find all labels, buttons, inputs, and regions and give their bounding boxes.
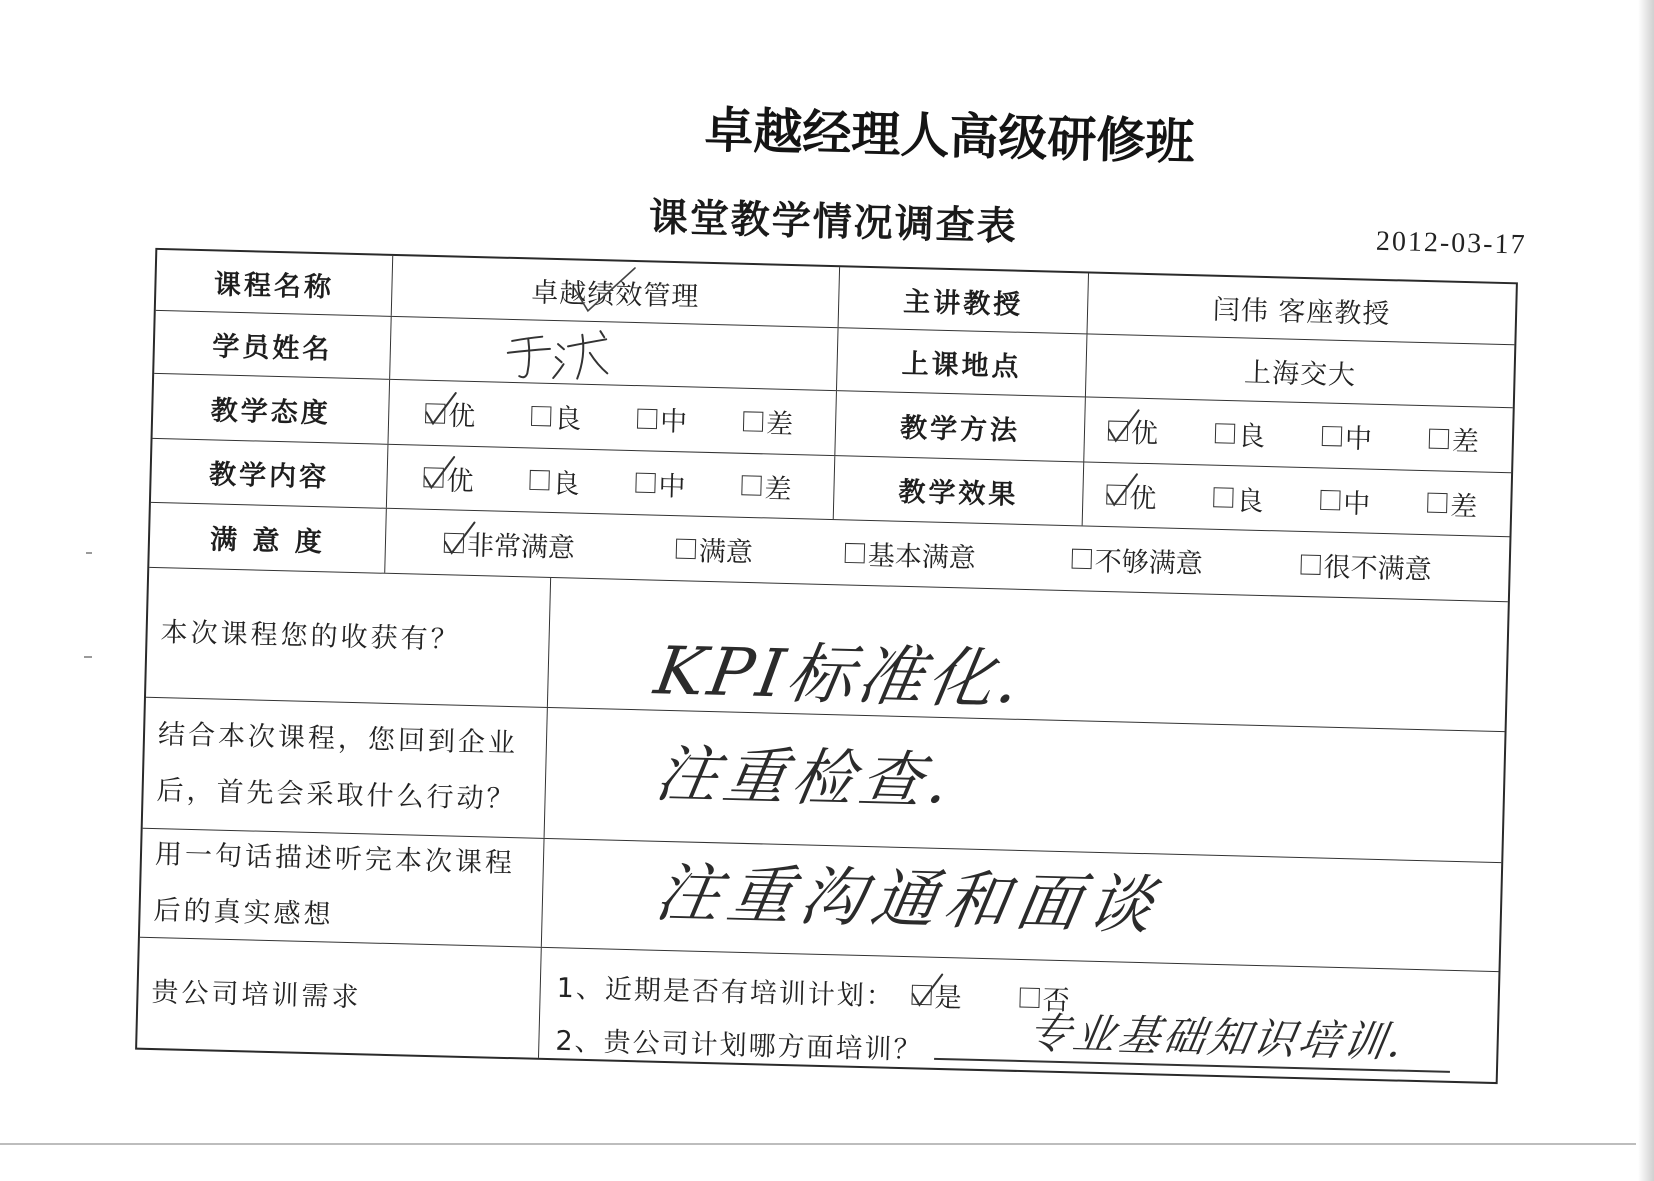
checkbox [743, 411, 763, 431]
checkbox [911, 984, 931, 1004]
scan-right-edge [1638, 0, 1654, 1181]
course-value-cell [392, 256, 840, 327]
form-date: 2012-03-17 [1375, 225, 1527, 261]
content-options-cell [387, 445, 835, 519]
checkbox [1106, 485, 1126, 505]
handwritten-answer-training-area: 专业基础知识培训. [1024, 1008, 1409, 1067]
option-label: 非常满意 [466, 530, 576, 565]
option-label: 很不满意 [1323, 552, 1433, 586]
satisfaction-option [844, 533, 976, 575]
answer-cell [545, 708, 1505, 862]
professor-label-cell [839, 267, 1089, 333]
course-name-label: 课程名称 [213, 268, 335, 303]
satisfaction-label-cell [149, 503, 387, 573]
option-label: 优 [1128, 482, 1157, 515]
rating-option [529, 460, 580, 500]
student-name-label: 学员姓名 [211, 330, 333, 365]
option-label: 中 [1344, 423, 1373, 456]
rating-label-content: 教学内容 [208, 459, 330, 494]
checkmark-icon [909, 971, 944, 1008]
option-label: 基本满意 [867, 540, 977, 575]
training-plan-question: 1、近期是否有培训计划： [556, 972, 896, 1013]
professor-value-cell [1087, 274, 1515, 345]
attitude-label-cell [153, 374, 391, 444]
checkmark-icon [442, 519, 477, 556]
checkbox [1320, 490, 1340, 510]
question-action: 结合本次课程，您回到企业后，首先会采取什么行动？ [156, 719, 519, 816]
checkbox [676, 538, 696, 558]
professor-value: 闫伟 客座教授 [1212, 294, 1391, 330]
course-label-cell [156, 250, 393, 316]
option-label: 否 [1042, 985, 1070, 1017]
handwritten-answer-gains: KPI标准化. [649, 632, 1030, 719]
checkbox [1300, 554, 1320, 574]
option-label: 中 [1342, 488, 1371, 520]
content-label-cell [151, 439, 389, 508]
scan-bottom-edge [0, 1143, 1636, 1145]
checkbox [635, 473, 655, 493]
student-value-cell [390, 317, 838, 390]
question-cell [137, 938, 542, 1058]
student-label-cell [154, 311, 391, 379]
checkbox [531, 405, 551, 425]
option-label: 差 [764, 473, 792, 506]
rating-label-method: 教学方法 [899, 412, 1021, 447]
satisfaction-option [444, 523, 576, 565]
rating-option [1320, 480, 1371, 520]
option-label: 是 [934, 982, 963, 1015]
satisfaction-option [1300, 544, 1432, 586]
satisfaction-option [675, 529, 753, 570]
training-needs-label: 贵公司培训需求 [151, 977, 362, 1014]
question-feeling: 用一句话描述听完本次课程后的真实感想 [153, 839, 516, 931]
rating-option [1321, 416, 1372, 456]
training-answer-cell [539, 948, 1498, 1082]
question-cell [146, 568, 551, 707]
effect-label-cell [834, 456, 1085, 525]
rating-option [1106, 475, 1157, 515]
satisfaction-label: 满 意 度 [209, 523, 326, 558]
scan-speck [86, 552, 92, 554]
checkbox [529, 470, 549, 490]
rating-option [1108, 411, 1159, 451]
question-gains: 本次课程您的收获有？ [160, 616, 461, 656]
course-name-value: 卓越绩效管理 [530, 276, 700, 313]
option-label: 优 [446, 465, 474, 497]
rating-option [637, 399, 688, 439]
rating-option [743, 401, 794, 441]
rating-option [423, 458, 474, 498]
program-title: 卓越经理人高级研修班 [703, 101, 1196, 172]
form-title: 课堂教学情况调查表 [648, 195, 1019, 250]
pen-stroke-mark [570, 262, 641, 320]
survey-table [135, 248, 1518, 1084]
checkbox [1429, 428, 1449, 448]
professor-label: 主讲教授 [902, 286, 1024, 321]
checkbox [1215, 423, 1235, 443]
option-label: 良 [1235, 485, 1264, 517]
checkmark-icon [1106, 407, 1141, 444]
satisfaction-option [1071, 539, 1203, 581]
rating-option [1428, 419, 1479, 459]
option-label: 良 [1237, 420, 1266, 453]
rating-option [1427, 483, 1478, 523]
effect-options-cell [1083, 462, 1511, 536]
checkbox [637, 408, 657, 428]
location-label: 上课地点 [901, 348, 1023, 383]
option-label: 中 [658, 470, 686, 503]
option-label: 差 [765, 408, 794, 441]
location-value: 上海交大 [1243, 356, 1357, 391]
checkmark-icon [1104, 471, 1139, 508]
rating-option [531, 396, 582, 436]
training-area-question: 2、贵公司计划哪方面培训？ [555, 1025, 923, 1067]
checkbox [1108, 420, 1128, 440]
attitude-options-cell [388, 380, 836, 455]
checkmark-icon [423, 390, 458, 427]
handwritten-answer-feeling: 注重沟通和面谈 [650, 856, 1167, 944]
rating-label-attitude: 教学态度 [210, 394, 332, 429]
checkbox [444, 532, 464, 552]
option-label: 差 [1451, 426, 1480, 458]
checkmark-icon [421, 454, 456, 491]
method-options-cell [1084, 397, 1512, 472]
student-name-signature [503, 321, 614, 384]
rating-label-effect: 教学效果 [898, 476, 1019, 511]
checkbox [1213, 487, 1233, 507]
option-label: 优 [447, 400, 476, 433]
rating-option [741, 466, 792, 506]
option-label: 满意 [698, 536, 754, 569]
question-cell [140, 829, 545, 947]
checkbox [741, 475, 761, 495]
checkbox [1072, 548, 1092, 568]
option-label: 中 [659, 406, 688, 438]
checkbox [845, 542, 865, 562]
question-cell [143, 698, 548, 838]
location-label-cell [837, 328, 1087, 396]
checkbox [423, 467, 443, 487]
rating-option [1215, 413, 1266, 453]
option-label: 良 [552, 468, 580, 500]
option-label: 良 [553, 403, 582, 436]
handwritten-answer-action: 注重检查. [650, 737, 961, 818]
training-plan-option [911, 975, 962, 1015]
rating-option [635, 463, 686, 503]
rating-option [1213, 478, 1264, 518]
checkbox [1322, 425, 1342, 445]
checkbox [425, 403, 445, 423]
rating-option [425, 393, 476, 433]
option-label: 不够满意 [1094, 546, 1204, 580]
checkbox [1427, 493, 1447, 513]
option-label: 差 [1449, 490, 1478, 523]
scan-speck [84, 656, 92, 658]
answer-cell [548, 578, 1508, 731]
location-value-cell [1086, 334, 1514, 407]
option-label: 优 [1130, 418, 1159, 450]
method-label-cell [835, 391, 1086, 461]
survey-sheet [110, 42, 1555, 1098]
